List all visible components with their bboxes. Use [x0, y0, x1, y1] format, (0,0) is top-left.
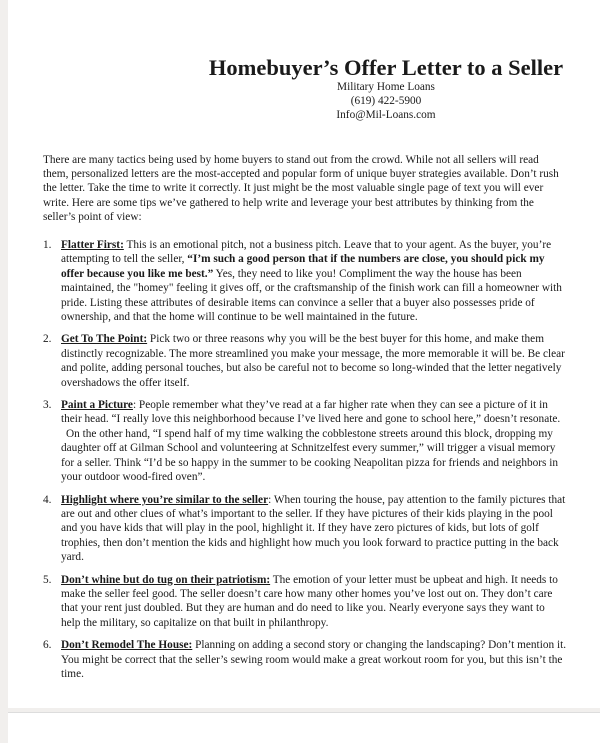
list-item — [43, 332, 567, 390]
item-text: This is an emotional pitch, not a business pitch. Leave that to your agent. As the buyer, you’re attempting to tell the seller, — [61, 239, 552, 266]
item-number: 1. — [43, 239, 52, 251]
item-number: 3. — [43, 399, 52, 412]
item-text: : When touring the house, pay attention to the family pictures that are out and other clues of what’s important to the seller. If they have pictures of their kids playing in the pool and you have kids that will play in the pool, highlight it. If they have zero pictures of kids, but lots of golf trophies, then don’t mention the kids and highlight how much you look forward to practice putting in the back yard. — [61, 493, 566, 564]
item-number: 5. — [43, 573, 52, 586]
item-text: Yes, they need to like you! Compliment the way the house has been maintained, the "homey" feeling it gives off, or the craftsmanship of the finish work can fill a homeowner with pride. Listing these attributes of desirable items can convince a seller that a buyer also possesses pride of ownership, and that the home will continue to be well maintained in the future. — [61, 267, 562, 324]
letter-title: Homebuyer’s Offer Letter to a Seller — [208, 55, 564, 80]
item-text: : People remember what they’ve read at a far higher rate when they can see a picture of it in their head. “I really love this neighborhood because I’ve lived here and gone to school here,” doesn’t resonate. — [61, 399, 561, 426]
list-item — [43, 493, 567, 565]
item-number: 4. — [43, 493, 52, 506]
item-heading: Don’t whine but do tug on their patriotism: — [61, 573, 271, 586]
item-text: The emotion of your letter must be upbeat and high. It needs to make the seller feel good. The seller doesn’t care how many other homes you’ve lost out on. They don’t care that your rent just doubled. But they are human and do need to like you. Nearly everyone says they want to help the military, so capitalize on that built in philanthropy. — [61, 573, 558, 629]
email: Info@Mil-Loans.com — [336, 109, 436, 121]
tips-list — [43, 238, 567, 689]
item-text: Planning on adding a second story or changing the landscaping? Don’t mention it. You might be correct that the seller’s sewing room would make a great workout room for you, but this isn’t the time. — [61, 639, 567, 680]
item-heading: Flatter First: — [61, 239, 124, 251]
list-item — [43, 573, 567, 631]
document-page — [8, 0, 600, 708]
item-bold-quote: “I’m such a good person that if the numbers are close, you should pick my offer because you like me best.” — [61, 253, 545, 280]
phone: (619) 422-5900 — [350, 95, 422, 107]
list-item — [43, 638, 567, 681]
item-heading: Paint a Picture — [61, 399, 133, 412]
item-paragraph: On the other hand, “I spend half of my time walking the cobblestone streets around this block, dropping my daughter off at Gilman School and volunteering at Schnitzelfest every summer,” will trigger a visual memory for a seller. Think “I’d be so happy in the summer to be cooking Neapolitan pizza for friends and neighbors in your outdoor wood-fired oven”. — [61, 427, 559, 484]
item-number: 2. — [43, 333, 52, 346]
org-name: Military Home Loans — [337, 81, 435, 93]
item-heading: Don’t Remodel The House: — [61, 639, 193, 652]
item-heading: Get To The Point: — [61, 333, 148, 346]
intro-paragraph: There are many tactics being used by home buyers to stand out from the crowd. While not all sellers will read them, personalized letters are the most-accepted and popular form of unique buyer strategies available. Don’t rush the letter. Take the time to write it correctly. It just might be the most valuable single page of text you will ever write. Here are some tips we’ve gathered to help write and leverage your best attributes by thinking from the seller’s point of view: — [43, 154, 559, 223]
item-number: 6. — [43, 639, 52, 652]
item-heading: Highlight where you’re similar to the seller — [61, 493, 269, 506]
list-item — [43, 398, 567, 484]
next-page — [8, 712, 600, 743]
item-text: Pick two or three reasons why you will be the best buyer for this home, and make them distinctly recognizable. The more streamlined you make your message, the more memorable it will be. Be clear and polite, adding personal touches, but also be careful not to become so long-winded that the letter negatively overshadows the offer itself. — [61, 333, 565, 389]
list-item — [43, 238, 567, 324]
